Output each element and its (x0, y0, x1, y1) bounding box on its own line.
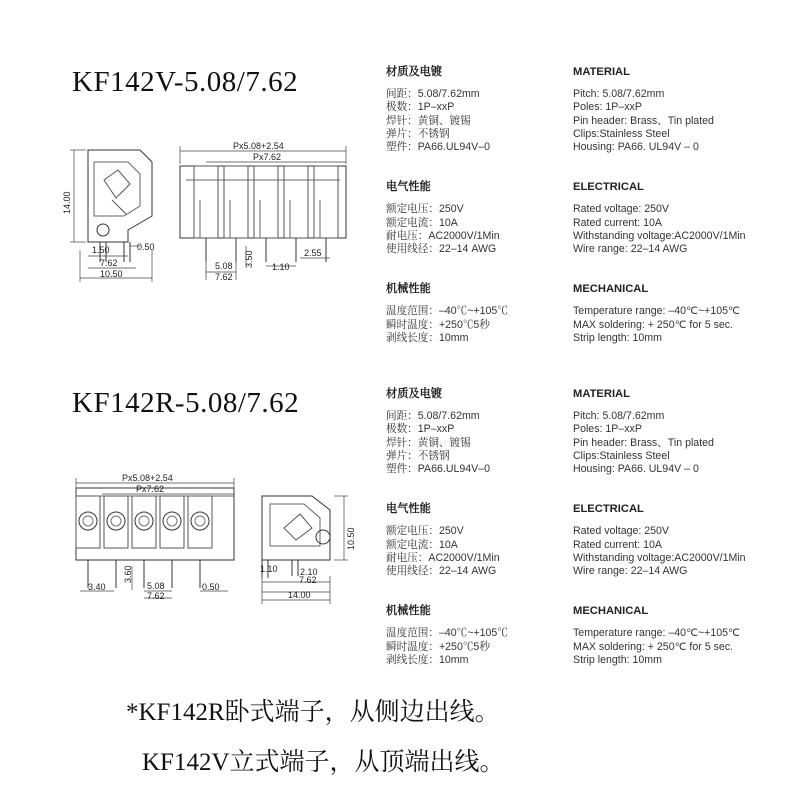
spec-line: 极数：1P–xxP (386, 423, 455, 436)
electrical-heading-cn: 电气性能 (386, 503, 431, 516)
spec-line: Poles: 1P–xxP (573, 423, 642, 436)
spec-line: 焊针：黄铜、镀锡 (386, 436, 471, 449)
electrical-heading-en: ELECTRICAL (573, 503, 644, 516)
mechanical-heading-cn: 机械性能 (386, 283, 431, 296)
spec-line: Clips:Stainless Steel (573, 127, 670, 140)
dim-label: 3.40 (88, 582, 106, 592)
spec-line: Rated voltage: 250V (573, 525, 670, 538)
spec-line: 额定电压：250V (386, 203, 464, 216)
electrical-heading-en: ELECTRICAL (573, 181, 644, 194)
spec-line: Temperature range: –40℃~+105℃ (573, 627, 740, 640)
dim-label: 7.62 (147, 591, 165, 601)
dim-label: Px5.08+2.54 (233, 141, 284, 151)
spec-line: Housing: PA66. UL94V – 0 (573, 463, 699, 476)
spec-line: 额定电压：250V (386, 525, 464, 538)
dim-label: 1.10 (260, 564, 278, 574)
kf142v-note: KF142V立式端子，从顶端出线。 (142, 749, 505, 776)
spec-line: Rated current: 10A (573, 538, 662, 551)
spec-line: 温度范围：–40℃~+105℃ (386, 627, 508, 640)
spec-line: Strip length: 10mm (573, 331, 662, 344)
dim-label: Px5.08+2.54 (122, 473, 173, 483)
electrical-heading-cn: 电气性能 (386, 181, 431, 194)
spec-line: 塑件：PA66.UL94V–0 (386, 463, 491, 476)
spec-line: Pitch: 5.08/7.62mm (573, 410, 665, 423)
spec-line: Housing: PA66. UL94V – 0 (573, 141, 699, 154)
dim-label: 5.08 (147, 581, 165, 591)
spec-line: 剥线长度：10mm (386, 653, 469, 666)
dim-label: 14.00 (288, 590, 311, 600)
spec-line: 温度范围：–40℃~+105℃ (386, 305, 508, 318)
spec-line: Temperature range: –40℃~+105℃ (573, 305, 740, 318)
dim-label: 0.50 (202, 582, 220, 592)
dim-label: 10.50 (346, 527, 356, 550)
dim-label: 3.50 (244, 250, 254, 268)
mechanical-heading-en: MECHANICAL (573, 283, 649, 296)
dim-label: 14.00 (62, 191, 72, 214)
spec-line: 极数：1P–xxP (386, 101, 455, 114)
spec-line: 弹片：不锈钢 (386, 127, 450, 140)
material-heading-cn: 材质及电镀 (386, 388, 442, 400)
spec-line: 额定电流：10A (386, 538, 458, 551)
spec-line: 耐电压：AC2000V/1Min (386, 551, 500, 564)
kf142r-front-view (76, 488, 234, 588)
kf142r-side-dimlines (262, 496, 348, 604)
spec-line: 剥线长度：10mm (386, 331, 469, 344)
kf142r-title: KF142R-5.08/7.62 (72, 387, 300, 419)
spec-line: Poles: 1P–xxP (573, 101, 642, 114)
mechanical-heading-en: MECHANICAL (573, 605, 649, 618)
dim-label: 3.60 (123, 565, 133, 583)
spec-line: 间距：5.08/7.62mm (386, 88, 480, 101)
dim-label: 7.62 (100, 258, 118, 268)
spec-line: 瞬时温度：+250℃5秒 (386, 640, 490, 653)
dim-label: 10.50 (100, 269, 123, 279)
spec-line: 使用线径：22–14 AWG (386, 243, 497, 256)
spec-line: Pitch: 5.08/7.62mm (573, 88, 665, 101)
spec-line: 耐电压：AC2000V/1Min (386, 229, 500, 242)
mechanical-heading-cn: 机械性能 (386, 605, 431, 618)
spec-line: MAX soldering: + 250℃ for 5 sec. (573, 640, 733, 653)
dim-label: 5.08 (215, 261, 233, 271)
dim-label: 7.62 (299, 575, 317, 585)
spec-line: 焊针：黄铜、镀锡 (386, 114, 471, 127)
spec-line: Clips:Stainless Steel (573, 449, 670, 462)
material-heading-en: MATERIAL (573, 66, 630, 78)
spec-line: Wire range: 22–14 AWG (573, 243, 688, 256)
material-heading-en: MATERIAL (573, 388, 630, 400)
spec-line: Wire range: 22–14 AWG (573, 565, 688, 578)
spec-line: Withstanding voltage:AC2000V/1Min (573, 551, 746, 564)
spec-line: 弹片：不锈钢 (386, 449, 450, 462)
kf142v-title: KF142V-5.08/7.62 (72, 66, 299, 98)
spec-line: Rated voltage: 250V (573, 203, 670, 216)
kf142r-note: *KF142R卧式端子，从侧边出线。 (126, 699, 500, 726)
dim-label: 1.50 (92, 245, 110, 255)
spec-line: Strip length: 10mm (573, 653, 662, 666)
spec-line: 额定电流：10A (386, 216, 458, 229)
dim-label: Px7.62 (253, 152, 282, 162)
dim-label: 2.55 (304, 248, 322, 258)
spec-line: 间距：5.08/7.62mm (386, 410, 480, 423)
spec-line: MAX soldering: + 250℃ for 5 sec. (573, 318, 733, 331)
dim-label: 0.50 (137, 242, 155, 252)
dim-label: 1.10 (272, 262, 290, 272)
spec-line: 使用线径：22–14 AWG (386, 565, 497, 578)
spec-line: Rated current: 10A (573, 216, 662, 229)
dim-label: 7.62 (215, 272, 233, 282)
material-heading-cn: 材质及电镀 (386, 66, 442, 78)
spec-line: Pin header: Brass、Tin plated (573, 436, 714, 449)
dim-label: Px7.62 (136, 484, 165, 494)
spec-line: 塑件：PA66.UL94V–0 (386, 141, 491, 154)
dim-label: 2.10 (300, 567, 318, 577)
spec-line: Withstanding voltage:AC2000V/1Min (573, 229, 746, 242)
spec-line: 瞬时温度：+250℃5秒 (386, 318, 490, 331)
spec-line: Pin header: Brass、Tin plated (573, 114, 714, 127)
